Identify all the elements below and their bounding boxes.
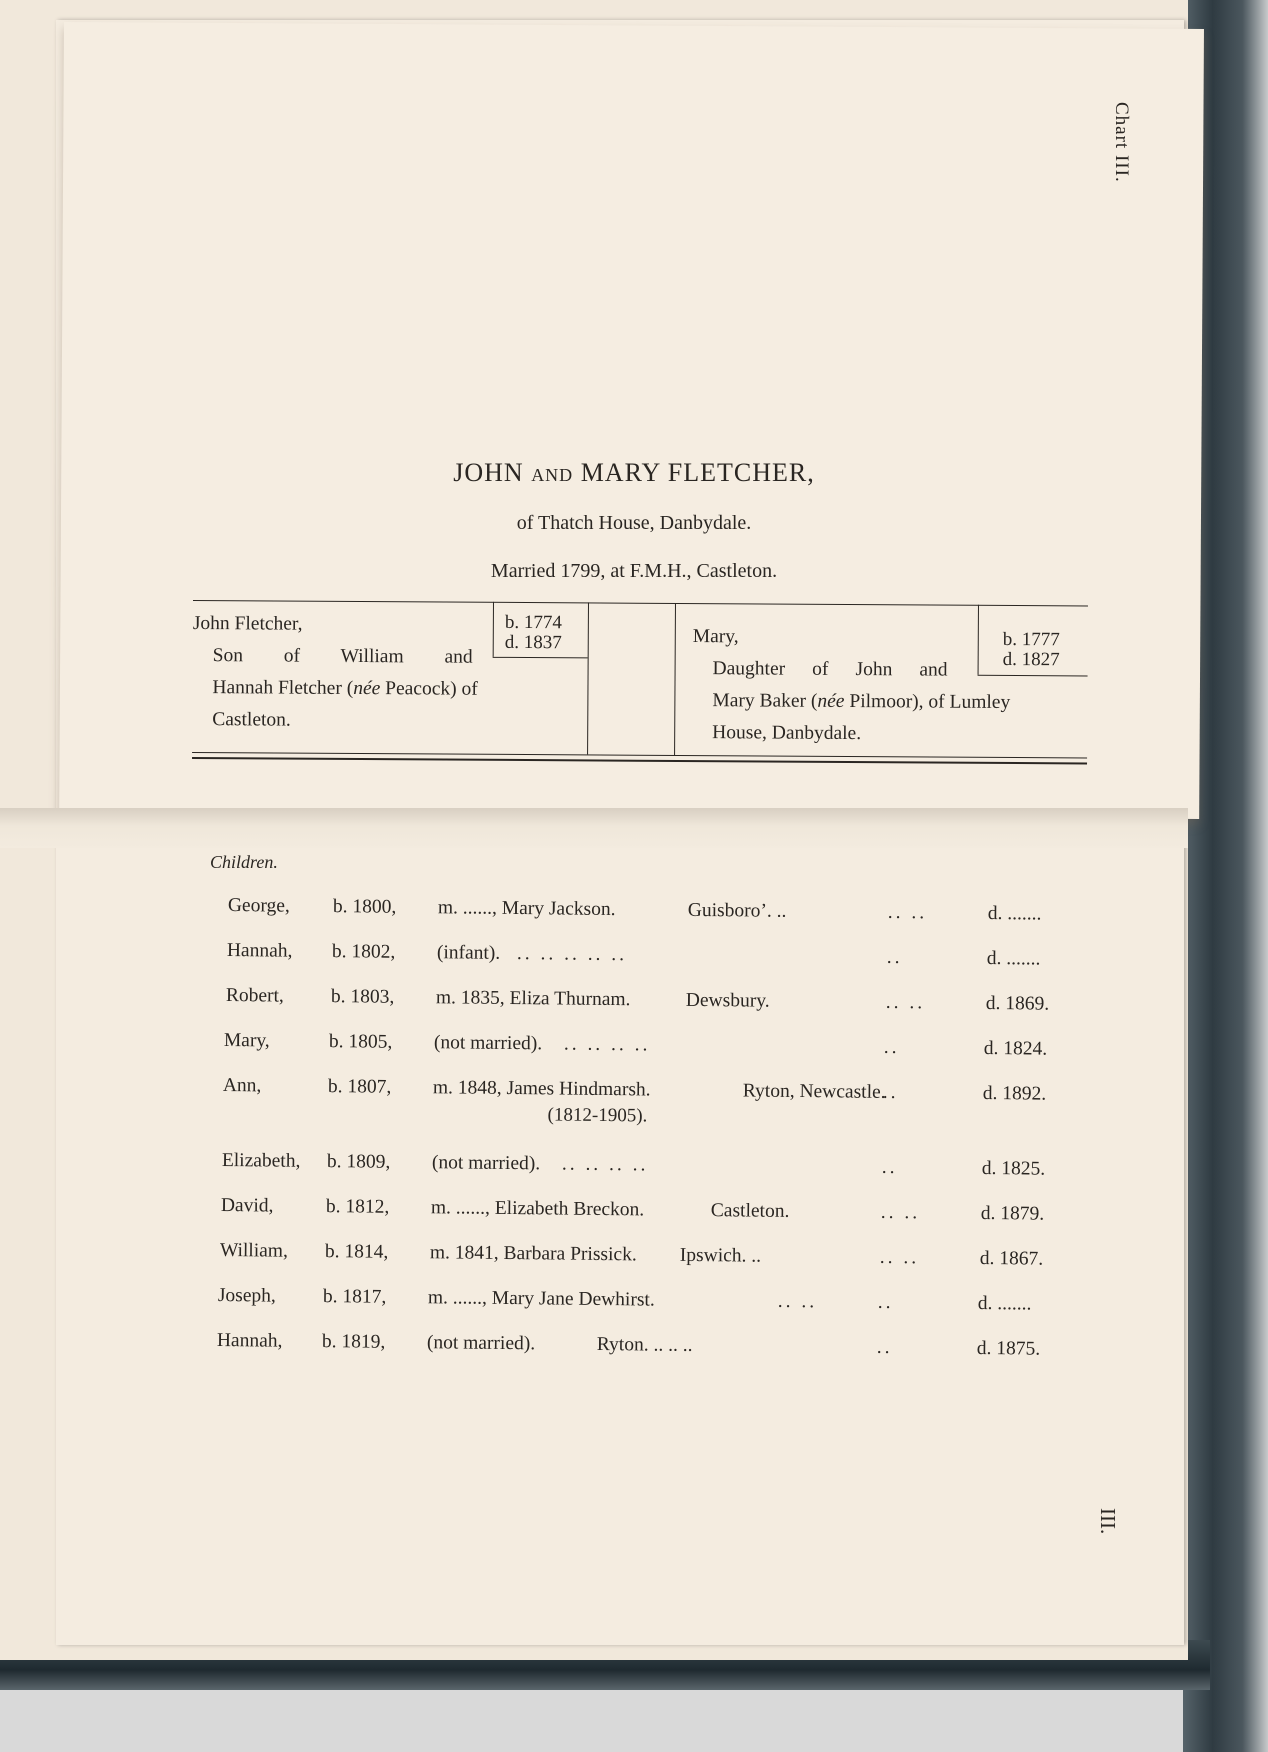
husband-parentage-3: Castleton. [212,709,291,731]
child-born: b. 1807, [327,1076,392,1098]
child-detail: m. ......, Elizabeth Breckon. [430,1197,645,1221]
wife-parentage-1: Daughter of John and [712,658,948,681]
child-leader-dots: .. [886,946,903,969]
child-spouse-dates: (1812-1905). [547,1104,648,1127]
wife-datebox-left-line [978,605,979,675]
child-place: Ryton, Newcastle. [742,1080,886,1103]
child-detail: (infant). [436,942,501,964]
child-place: Castleton. [710,1200,790,1222]
child-died: d. 1892. [982,1082,1047,1105]
family-title [0,458,1268,488]
child-name: Mary, [224,1030,271,1052]
child-born: b. 1819, [321,1331,386,1353]
child-died: d. 1867. [979,1247,1043,1270]
child-place: .. .. .. .. [564,1033,651,1056]
child-leader-dots: .. [878,1291,895,1314]
child-leader-dots: .. [884,1036,901,1059]
child-place: Guisboro’. .. [687,899,787,922]
husband-name: John Fletcher, [192,612,303,635]
child-detail: m. 1835, Eliza Thurnam. [435,987,631,1011]
husband-died: d. 1837 [504,631,562,654]
child-place: .. .. .. .. [561,1153,649,1176]
child-died: d. 1869. [985,992,1049,1015]
child-place: Ipswich. .. [679,1244,761,1267]
residence: of Thatch House, Danbydale. [516,512,752,534]
child-died: d. 1824. [984,1037,1048,1060]
child-name: Hannah, [216,1330,283,1352]
title-and: AND [531,465,574,485]
center-divider [674,603,676,755]
child-born: b. 1817, [323,1286,387,1308]
child-place: .. .. [778,1290,818,1313]
title-right: MARY FLETCHER, [580,458,815,487]
child-detail: (not married). [434,1032,543,1055]
page-numeral: III. [1096,1508,1120,1535]
child-detail: (not married). [431,1152,541,1175]
child-place: .. .. .. .. .. [516,943,628,966]
husband-column-divider [587,602,589,754]
wife-died: d. 1827 [1002,648,1060,671]
child-born: b. 1814, [324,1241,388,1263]
child-leader-dots: .. [876,1336,893,1359]
child-detail: m. 1841, Barbara Prissick. [429,1242,637,1266]
child-leader-dots: .. .. [879,1246,919,1269]
child-died: d. 1825. [981,1157,1046,1180]
title-left: JOHN [453,458,524,487]
marriage-line: Married 1799, at F.M.H., Castleton. [490,560,778,582]
child-name: George, [227,895,290,917]
wife-parentage-3: House, Danbydale. [712,722,862,745]
wife-parentage-2: Mary Baker (née Pilmoor), of Lumley [712,690,1011,713]
child-died: d. ....... [987,902,1042,925]
child-leader-dots: .. .. [887,901,928,924]
wife-name: Mary, [692,626,739,648]
child-born: b. 1805, [329,1031,393,1053]
child-detail: (not married). [426,1332,536,1355]
wife-born: b. 1777 [1002,628,1060,651]
children-heading: Children. [210,852,278,872]
husband-datebox-bottom [493,657,588,659]
child-name: Joseph, [218,1285,277,1307]
child-born: b. 1802, [331,941,396,963]
child-born: b. 1803, [330,986,394,1008]
child-leader-dots: .. .. [885,991,925,1014]
child-name: William, [219,1240,288,1262]
wife-datebox-bottom [978,675,1088,677]
child-detail: m. ......, Mary Jackson. [437,897,616,921]
husband-datebox-left-line [493,602,494,657]
child-place: Dewsbury. [685,989,770,1012]
child-leader-dots: .. [882,1081,899,1104]
child-born: b. 1812, [325,1196,390,1218]
child-detail: m. 1848, James Hindmarsh. [432,1077,651,1101]
child-name: Hannah, [226,940,293,962]
child-name: Ann, [222,1075,262,1097]
child-leader-dots: .. [881,1156,898,1179]
child-died: d. 1875. [976,1337,1041,1360]
husband-parentage-2: Hannah Fletcher (née Peacock) of [212,677,478,700]
child-born: b. 1800, [332,896,397,918]
husband-parentage-1: Son of William and [212,645,473,668]
parents-table [192,600,1088,765]
child-died: d. 1879. [980,1202,1045,1225]
child-leader-dots: .. .. [880,1201,921,1224]
child-place: Ryton. .. .. .. [596,1333,693,1356]
child-born: b. 1809, [326,1151,391,1173]
page-fold-shadow [0,808,1188,848]
child-died: d. ....... [978,1292,1032,1315]
chart-label: Chart III. [1111,102,1132,183]
child-name: David, [220,1195,274,1217]
husband-born: b. 1774 [504,611,562,634]
child-detail: m. ......, Mary Jane Dewhirst. [428,1287,656,1311]
child-name: Robert, [225,985,284,1007]
child-name: Elizabeth, [221,1150,301,1172]
child-died: d. ....... [986,947,1041,970]
